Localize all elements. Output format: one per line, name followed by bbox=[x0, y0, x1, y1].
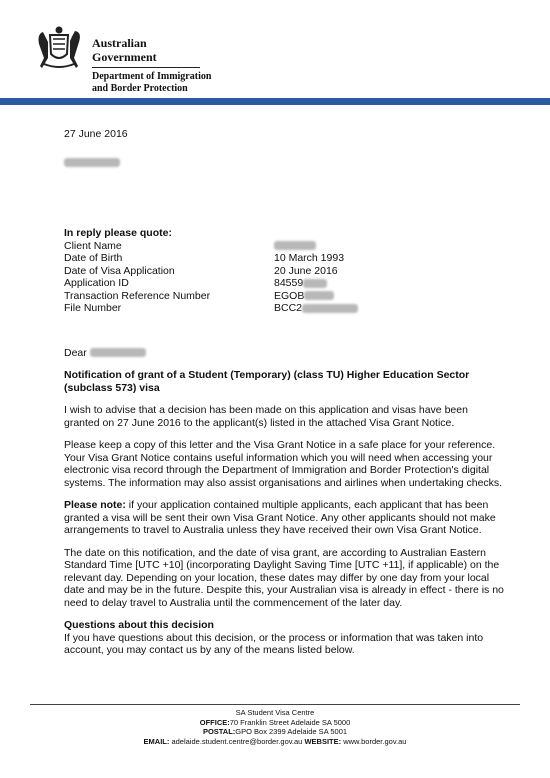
paragraph-timezone: The date on this notification, and the date of visa grant, are according to Australian Eastern Standard Time [UTC +10] (incorporating Daylight Saving Time [UTC +11], if applicable) on the relevant day. Depending on your location, these dates may differ by one day from your local date and may be in the future. Despite this, your Australian visa is already in effect - there is no need to delay travel to Australia until the commencement of the later day. bbox=[64, 546, 504, 609]
footer-contact: EMAIL: adelaide.student.centre@border.gov.au WEBSITE: www.border.gov.au bbox=[143, 736, 407, 746]
reference-row bbox=[64, 302, 504, 315]
coat-of-arms-logo bbox=[34, 24, 84, 74]
reference-value: EGOB bbox=[274, 290, 504, 303]
reference-value: 10 March 1993 bbox=[274, 252, 345, 264]
reference-value: 84559 bbox=[274, 277, 504, 290]
paragraph-note bbox=[64, 499, 504, 537]
salutation: Dear bbox=[64, 347, 504, 360]
reference-value bbox=[274, 240, 504, 253]
reference-row bbox=[64, 252, 504, 265]
reference-label: Date of Visa Application bbox=[64, 264, 175, 277]
paragraph-questions: If you have questions about this decision, or the process or information that was taken into account, you may contact us by any of the means listed below. bbox=[64, 631, 484, 656]
reference-block bbox=[64, 227, 504, 315]
footer bbox=[30, 704, 520, 746]
reference-row bbox=[64, 277, 504, 290]
department-line-1: Department of Immigration bbox=[92, 71, 212, 82]
footer-centre: SA Student Visa Centre bbox=[235, 708, 315, 717]
recipient-address-redacted bbox=[64, 157, 504, 170]
department-line-2: and Border Protection bbox=[92, 83, 188, 94]
footer-website-link[interactable]: www.border.gov.au bbox=[341, 736, 407, 746]
reference-row bbox=[64, 240, 504, 253]
reference-value: BCC2 bbox=[274, 302, 504, 315]
reply-heading: In reply please quote: bbox=[64, 227, 172, 239]
footer-postal: POSTAL:GPO Box 2399 Adelaide SA 5001 bbox=[202, 727, 348, 736]
reference-label: Client Name bbox=[64, 239, 122, 252]
reference-label: Date of Birth bbox=[64, 252, 123, 264]
letter-date: 27 June 2016 bbox=[64, 128, 128, 140]
footer-email-link[interactable]: adelaide.student.centre@border.gov.au bbox=[169, 736, 305, 746]
questions-heading: Questions about this decision bbox=[64, 619, 214, 631]
header-bar bbox=[0, 98, 550, 105]
note-text: if your application contained multiple applicants, each applicant that has been granted a visa will be sent their own Visa Grant Notice. Any other applicants should not make arrangements to travel to Australia unless they have received their own Visa Grant Notice. bbox=[64, 499, 496, 536]
reference-label: Transaction Reference Number bbox=[64, 289, 211, 302]
paragraph-decision: I wish to advise that a decision has been made on this application and visas have been granted on 27 June 2016 to the applicant(s) listed in the attached Visa Grant Notice. bbox=[64, 404, 468, 429]
note-label: Please note: bbox=[64, 499, 126, 511]
letter-title: Notification of grant of a Student (Temporary) (class TU) Higher Education Sector (subclass 573) visa bbox=[64, 369, 470, 394]
paragraph-keep-copy: Please keep a copy of this letter and the Visa Grant Notice in a safe place for your reference. Your Visa Grant Notice contains useful information which you will need when accessing your electronic visa record through the Department of Immigration and Border Protection's digital systems. The information may also assist organisations and airlines when undertaking checks. bbox=[64, 439, 503, 489]
reference-row bbox=[64, 290, 504, 303]
agency-header bbox=[92, 36, 211, 95]
letter-body bbox=[64, 128, 504, 657]
reference-value: 20 June 2016 bbox=[274, 264, 338, 277]
reference-row bbox=[64, 265, 504, 278]
government-name: Australian Government bbox=[92, 36, 200, 68]
footer-office: OFFICE:70 Franklin Street Adelaide SA 5000 bbox=[199, 717, 351, 727]
reference-label: Application ID bbox=[64, 277, 129, 289]
reference-label: File Number bbox=[64, 302, 122, 314]
